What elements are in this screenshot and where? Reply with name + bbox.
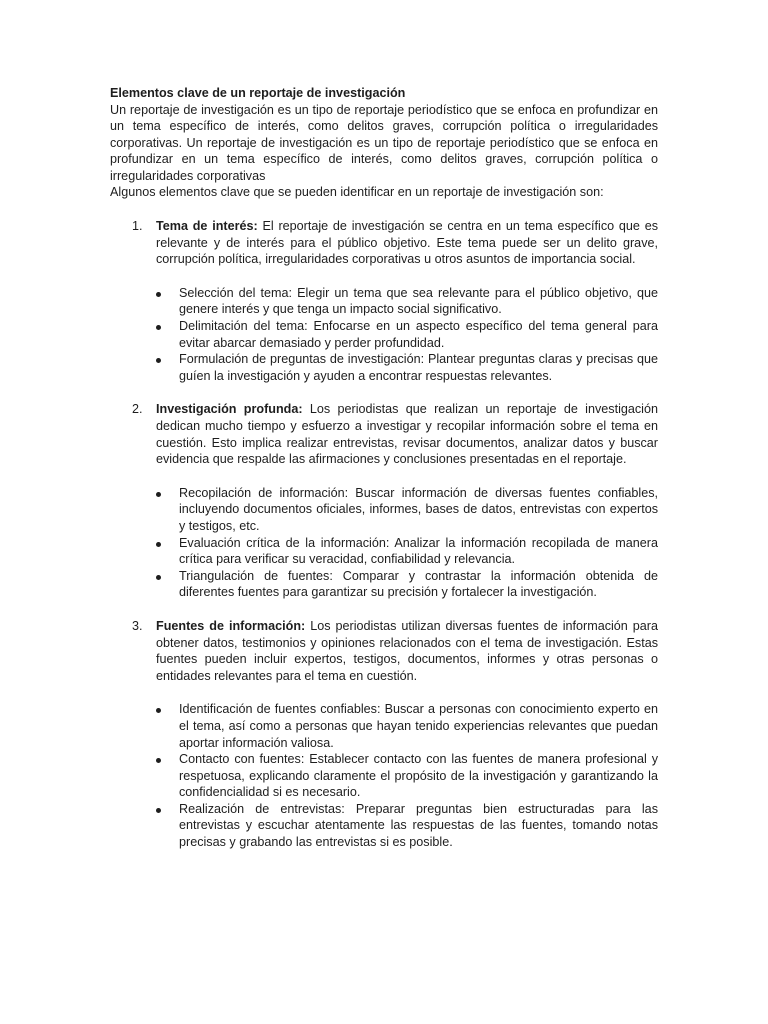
section-heading: Investigación profunda: (156, 402, 303, 417)
lead-paragraph: Algunos elementos clave que se pueden identificar en un reportaje de investigación son: (110, 185, 604, 200)
bullet-dot-icon (156, 808, 161, 813)
bullet-item (156, 751, 658, 801)
bullet-item (156, 285, 658, 318)
bullet-text: Realización de entrevistas: Preparar preguntas bien estructuradas para las entrevistas y escuchar atentamente las respuestas de las fuentes, tomando notas precisas y grabando las entrevistas si es posible. (179, 801, 658, 850)
elements-list (110, 218, 658, 851)
bullet-text: Contacto con fuentes: Establecer contacto con las fuentes de manera profesional y respetuosa, explicando claramente el propósito de la investigación y garantizando la confidencialidad si es necesario. (179, 752, 658, 800)
bullet-item (156, 568, 658, 601)
bullet-dot-icon (156, 542, 161, 547)
section-body: El reportaje de investigación se centra en un tema específico que es relevante y de interés para el público objetivo. Este tema puede ser un delito grave, corrupción política, irregularidades corporativas u otros asuntos de importancia social. (156, 219, 658, 267)
bullet-dot-icon (156, 708, 161, 713)
section-heading: Fuentes de información: (156, 618, 306, 633)
bullet-text: Delimitación del tema: Enfocarse en un aspecto específico del tema general para evitar abarcar demasiado y perder profundidad. (179, 319, 658, 350)
document-title: Elementos clave de un reportaje de investigación (110, 86, 406, 100)
section-investigacion-profunda (110, 401, 658, 601)
intro-paragraph: Un reportaje de investigación es un tipo de reportaje periodístico que se enfoca en profundizar en un tema específico de interés, como delitos graves, corrupción política o irregularidades corporativas. Un reportaje de investigación es un tipo de reportaje periodístico que se enfoca en profundizar en un tema específico de interés, como delitos graves, corrupción política o irregularidades corporativas (110, 102, 658, 183)
section-number: 2. (132, 402, 143, 417)
bullet-item (156, 701, 658, 751)
section-number: 1. (132, 219, 143, 234)
section-fuentes-de-informacion (110, 618, 658, 851)
bullet-item (156, 801, 658, 851)
section-bullets (156, 485, 658, 601)
section-body: Los periodistas que realizan un reportaje de investigación dedican mucho tiempo y esfuerzo a investigar y recopilar información sobre el tema en cuestión. Esto implica realizar entrevistas, revisar documentos, analizar datos y buscar evidencia que respalde las afirmaciones y conclusiones presentadas en el reportaje. (156, 402, 658, 467)
bullet-text: Recopilación de información: Buscar información de diversas fuentes confiables, incluyendo documentos oficiales, informes, bases de datos, entrevistas con expertos y testigos, etc. (179, 485, 658, 533)
bullet-dot-icon (156, 575, 161, 580)
bullet-text: Triangulación de fuentes: Comparar y contrastar la información obtenida de diferentes fuentes para garantizar su precisión y fortalecer la investigación. (179, 568, 658, 600)
bullet-item (156, 318, 658, 351)
section-bullets (156, 285, 658, 385)
bullet-dot-icon (156, 758, 161, 763)
section-paragraph (156, 218, 658, 268)
section-number: 3. (132, 618, 143, 633)
bullet-item (156, 535, 658, 568)
bullet-item (156, 351, 658, 384)
section-tema-de-interes (110, 218, 658, 384)
bullet-dot-icon (156, 492, 161, 497)
bullet-dot-icon (156, 292, 161, 297)
bullet-dot-icon (156, 325, 161, 330)
bullet-text: Evaluación crítica de la información: Analizar la información recopilada de manera crítica para verificar su veracidad, confiabilidad y relevancia. (179, 535, 658, 567)
section-bullets (156, 701, 658, 850)
bullet-dot-icon (156, 358, 161, 363)
bullet-text: Selección del tema: Elegir un tema que sea relevante para el público objetivo, que genere interés y que tenga un impacto social significativo. (179, 285, 658, 317)
section-paragraph (156, 618, 658, 684)
section-paragraph (156, 401, 658, 467)
bullet-item (156, 485, 658, 535)
bullet-text: Formulación de preguntas de investigación: Plantear preguntas claras y precisas que guíen la investigación y ayuden a encontrar respuestas relevantes. (179, 352, 658, 383)
bullet-text: Identificación de fuentes confiables: Buscar a personas con conocimiento experto en el tema, así como a personas que hayan tenido experiencias relevantes que puedan aportar información valiosa. (179, 702, 658, 750)
section-heading: Tema de interés: (156, 219, 258, 234)
section-body: Los periodistas utilizan diversas fuentes de información para obtener datos, testimonios y opiniones relacionados con el tema de investigación. Estas fuentes pueden incluir expertos, testigos, documentos, informes y otras personas o entidades relevantes para el tema en cuestión. (156, 618, 658, 683)
